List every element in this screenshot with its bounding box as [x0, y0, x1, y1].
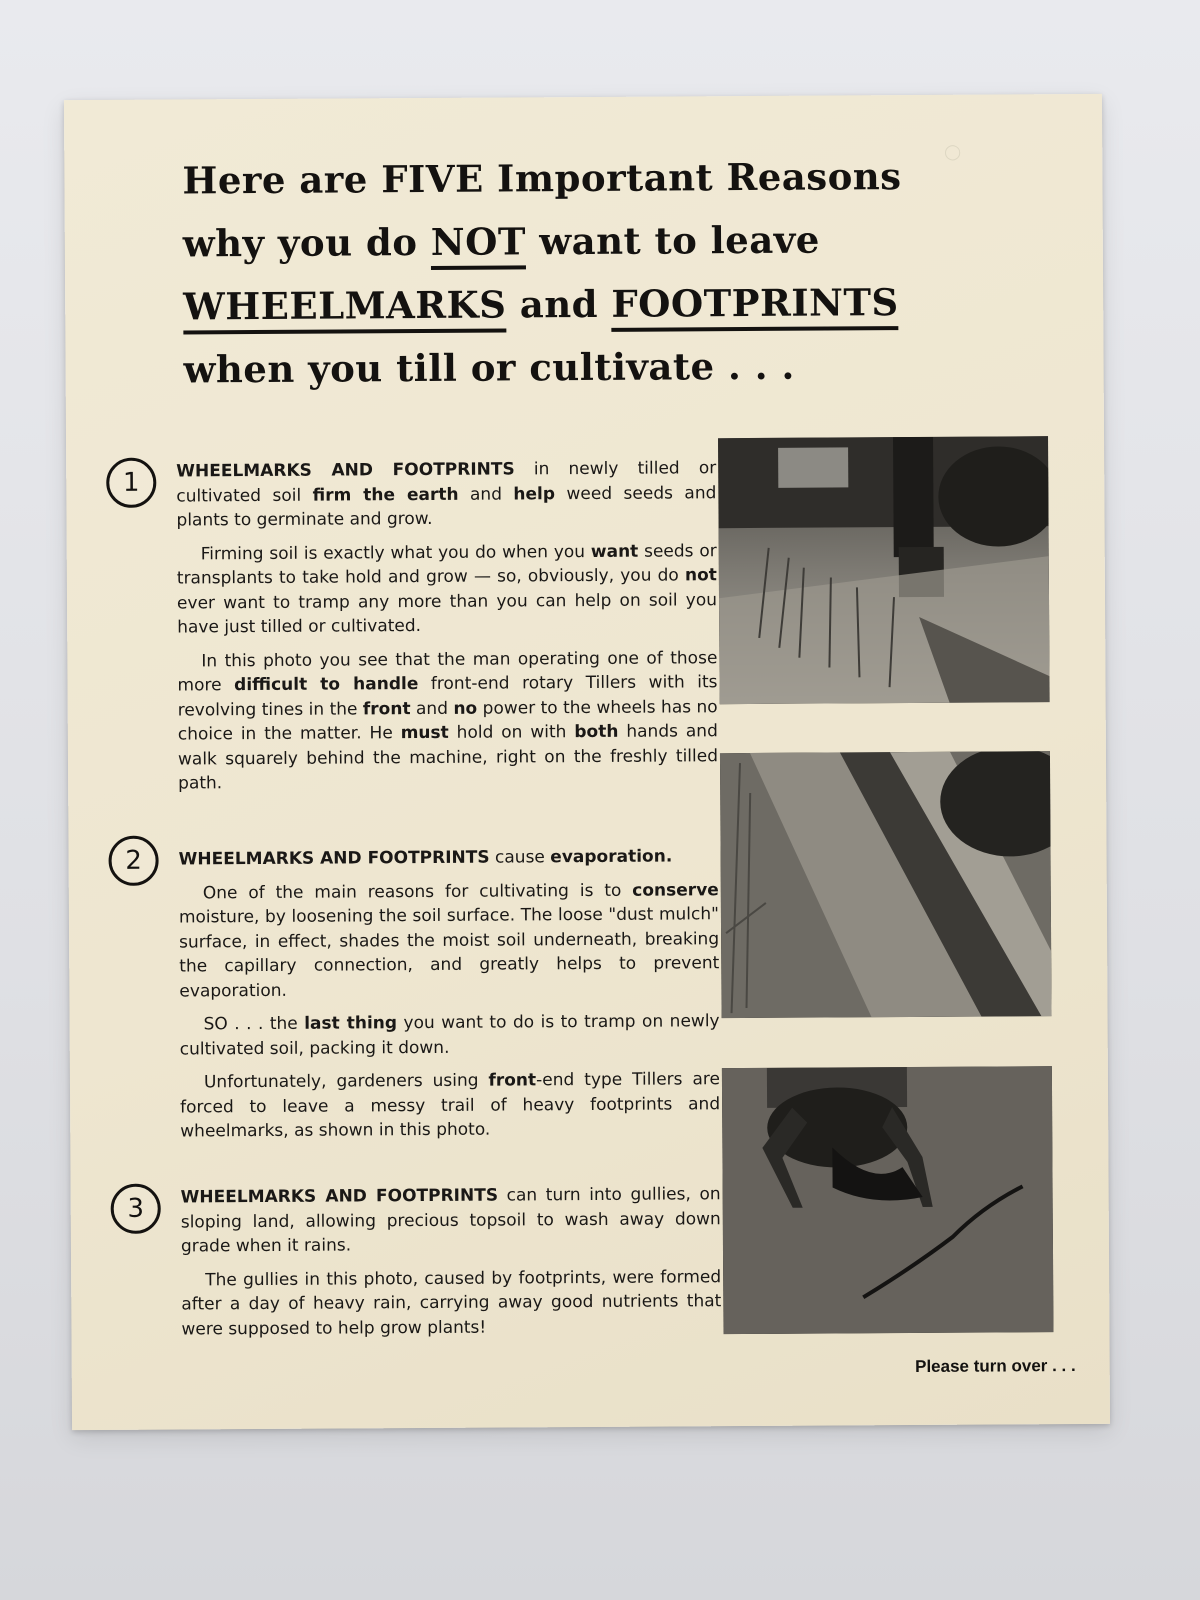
bold-text: evaporation. [550, 846, 673, 868]
headline-line-1: Here are FIVE Important Reasons [182, 154, 902, 203]
reason-2-lead [108, 834, 718, 872]
body-text: moisture, by loosening the soil surface. The loose "dust mulch" surface, in effect, shades the moist soil underneath, breaking the capillary connection, and greatly helps to prevent evaporation. [178, 904, 720, 1001]
lead-text: WHEELMARKS AND FOOTPRINTS [178, 847, 490, 870]
bold-text: firm the earth [312, 484, 459, 506]
photo-gully-image [722, 1066, 1054, 1334]
body-text: in newly tilled or cultivated soil [176, 458, 717, 507]
body-text: Unfortunately, gardeners using [203, 1070, 489, 1093]
reason-1 [106, 456, 718, 805]
reason-number-circle: 2 [108, 836, 158, 886]
headline-text: and [506, 281, 612, 327]
headline-line-4: when you till or cultivate . . . [183, 343, 795, 392]
body-text: front-end rotary Tillers with its revolving tines in the [177, 672, 718, 720]
headline-line-2 [183, 207, 1003, 275]
please-turn-over: Please turn over . . . [915, 1356, 1076, 1377]
reason-number-circle: 1 [106, 458, 156, 508]
paper-sheet [64, 94, 1110, 1430]
body-text: -end type Tillers are forced to leave a messy trail of heavy footprints and wheelmarks, as shown in this photo. [180, 1069, 721, 1142]
bold-text: help [513, 483, 556, 504]
photo-gully [722, 1066, 1054, 1334]
body-text: cause [489, 847, 551, 868]
bold-text: last thing [304, 1013, 398, 1034]
show-through-text: ◯ [944, 143, 962, 161]
reason-number-circle: 3 [111, 1184, 161, 1234]
body-text: seeds or transplants to take hold and grow — so, obviously, you do [176, 540, 717, 589]
body-text: Firming soil is exactly what you do when you [200, 541, 591, 564]
photo-wheelmarks-footprints-image [720, 751, 1052, 1018]
bold-text: conserve [632, 879, 719, 901]
bold-text: front [362, 698, 411, 719]
reason-2-para-2 [109, 878, 720, 1004]
body-text: hands and walk squarely behind the machine, right on the freshly tilled path. [177, 721, 719, 794]
photo-wheelmarks-footprints [720, 751, 1052, 1018]
photo-man-with-tiller [718, 436, 1050, 704]
bold-text: must [400, 722, 449, 744]
reason-3-para-2 [111, 1265, 721, 1342]
body-text: weed seeds and plants to germinate and grow. [176, 482, 717, 531]
bold-text: both [574, 721, 619, 743]
body-text: In this photo you see that the man operating one of those more [177, 647, 718, 696]
body-text: SO . . . the [203, 1013, 305, 1035]
bold-text: no [453, 698, 478, 719]
headline [182, 144, 1004, 401]
bold-text: not [684, 565, 717, 586]
body-text: hold on with [448, 722, 575, 743]
body-text: power to the wheels has no choice in the matter. He [177, 696, 718, 745]
body-text: can turn into gullies, on sloping land, allowing precious topsoil to wash away down grade when it rains. [180, 1184, 721, 1257]
body-text: you want to do is to tramp on newly cultivated soil, packing it down. [179, 1011, 720, 1059]
photo-man-with-tiller-image [718, 436, 1050, 704]
lead-text: WHEELMARKS AND FOOTPRINTS [176, 459, 515, 482]
headline-wheelmarks: WHEELMARKS [183, 282, 507, 334]
reason-1-para-3 [107, 646, 718, 797]
bold-text: difficult to handle [234, 674, 419, 696]
headline-text: why you do [182, 219, 431, 266]
body-text: The gullies in this photo, caused by footprints, were formed after a day of heavy rain, carrying away good nutrients that were supposed to help grow plants! [181, 1266, 722, 1339]
lead-text: WHEELMARKS AND FOOTPRINTS [180, 1185, 499, 1208]
reason-2-para-3 [110, 1009, 720, 1062]
body-text: and [458, 483, 514, 505]
headline-text: want to leave [525, 217, 820, 264]
body-text: ever want to tramp any more than you can help on soil you have just tilled or cultivated. [176, 589, 718, 638]
reason-2 [108, 834, 720, 1153]
body-text: One of the main reasons for cultivating is to [202, 880, 633, 903]
reason-1-para-2 [107, 539, 718, 641]
reason-1-lead [106, 456, 716, 533]
reason-3-lead [111, 1182, 721, 1259]
reason-3 [111, 1182, 722, 1351]
headline-not: NOT [431, 219, 526, 270]
reason-2-para-4 [110, 1067, 720, 1144]
bold-text: want [590, 541, 639, 562]
body-text: and [410, 698, 454, 719]
headline-line-3 [183, 270, 1003, 338]
headline-footprints: FOOTPRINTS [611, 280, 899, 332]
bold-text: front [488, 1070, 537, 1091]
